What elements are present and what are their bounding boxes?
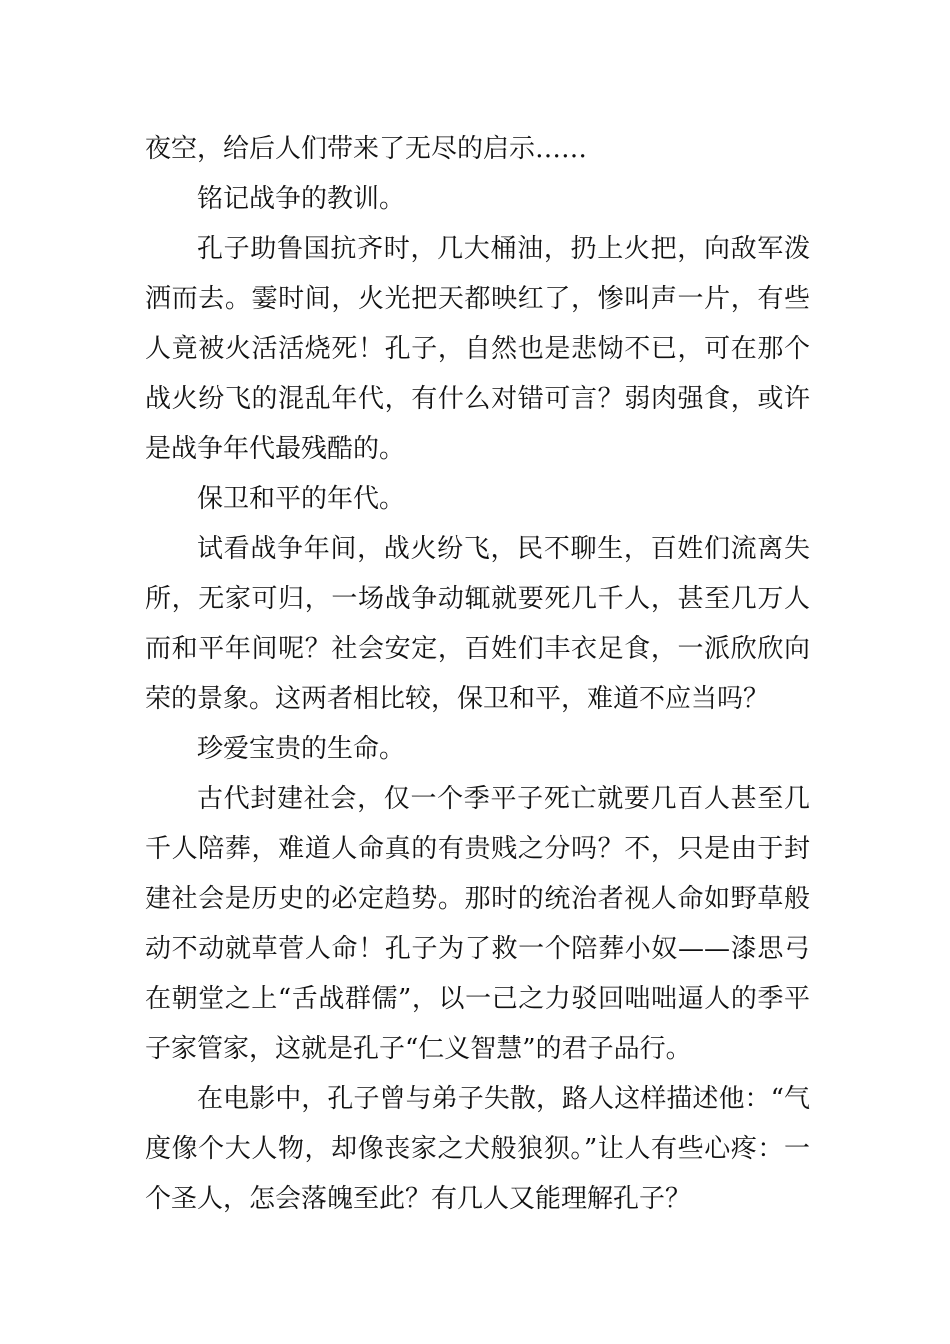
paragraph-heading-lesson: 铭记战争的教训。 [197, 184, 406, 214]
paragraph-continuation: 夜空，给后人们带来了无尽的启示…… [145, 134, 588, 164]
paragraph-heading-life: 珍爱宝贵的生命。 [197, 734, 406, 764]
paragraph-confucius-battle: 孔子助鲁国抗齐时，几大桶油，扔上火把，向敌军泼洒而去。霎时间，火光把天都映红了，惨叫声一片，有些人竟被火活活烧死！孔子，自然也是悲恸不已，可在那个战火纷飞的混乱年代，有什么对错可言？弱肉强食，或许是战争年代最残酷的。 [145, 234, 810, 464]
paragraph-war-vs-peace: 试看战争年间，战火纷飞，民不聊生，百姓们流离失所，无家可归，一场战争动辄就要死几千人，甚至几万人而和平年间呢？社会安定，百姓们丰衣足食，一派欣欣向荣的景象。这两者相比较，保卫和平，难道不应当吗？ [145, 534, 810, 714]
paragraph-feudal-society: 古代封建社会，仅一个季平子死亡就要几百人甚至几千人陪葬，难道人命真的有贵贱之分吗？不，只是由于封建社会是历史的必定趋势。那时的统治者视人命如野草般动不动就草菅人命！孔子为了救一个陪葬小奴——漆思弓在朝堂之上“舌战群儒”，以一己之力驳回咄咄逼人的季平子家管家，这就是孔子“仁义智慧”的君子品行。 [145, 784, 810, 1064]
body-text [145, 124, 810, 1224]
paragraph-film: 在电影中，孔子曾与弟子失散，路人这样描述他：“气度像个大人物，却像丧家之犬般狼狈。”让人有些心疼：一个圣人，怎会落魄至此？有几人又能理解孔子？ [145, 1084, 810, 1214]
paragraph-heading-peace: 保卫和平的年代。 [197, 484, 406, 514]
